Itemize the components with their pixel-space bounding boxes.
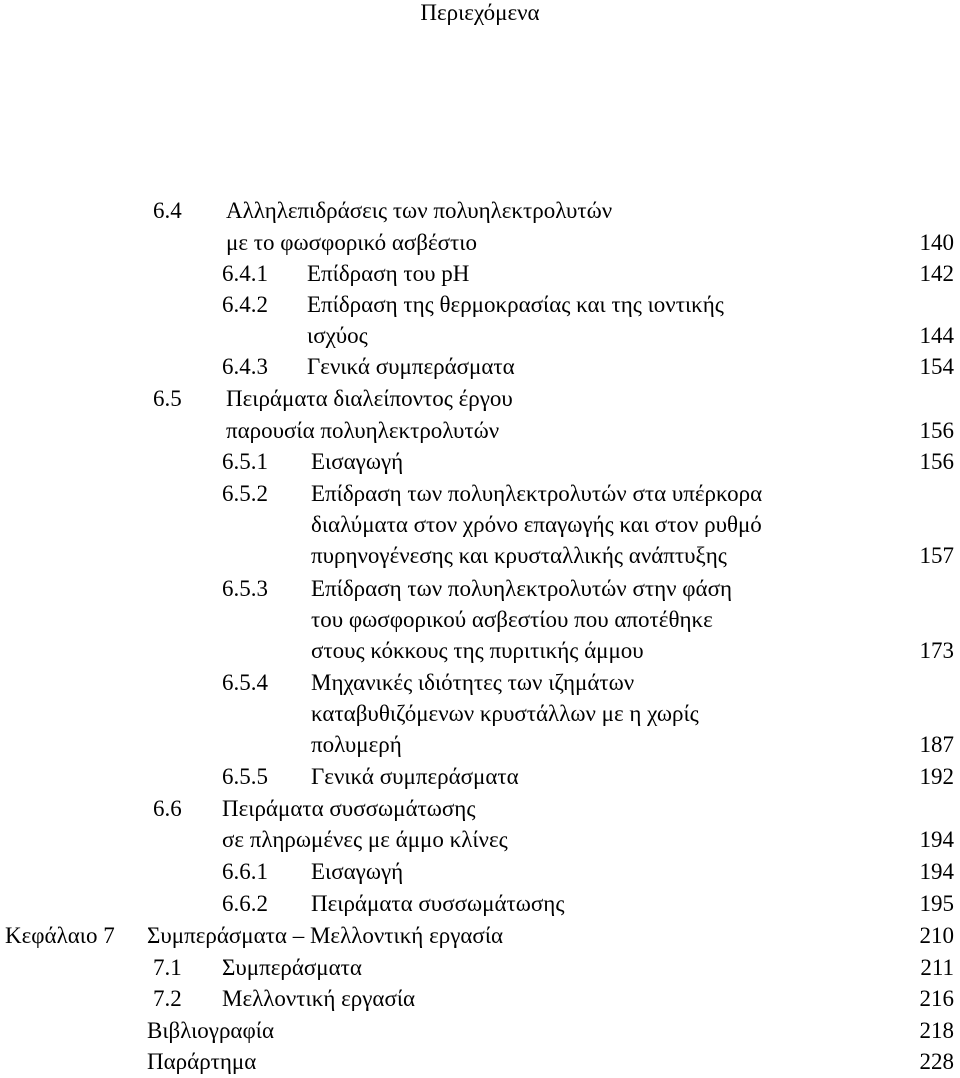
entry-number: 6.4 — [153, 198, 182, 223]
entry-title-line-1: Επίδραση των πολυηλεκτρολυτών στην φάση — [311, 576, 733, 601]
entry-title: Επίδραση του pH — [307, 261, 470, 286]
entry-page: 218 — [919, 1018, 954, 1043]
page-title: Περιεχόμενα — [420, 0, 540, 25]
entry-number: 6.6.2 — [222, 891, 268, 916]
entry-title-line-1: Αλληλεπιδράσεις των πολυηλεκτρολυτών — [226, 198, 613, 223]
entry-page: 194 — [919, 859, 954, 884]
entry-title-line-2: καταβυθιζόμενων κρυστάλλων με η χωρίς — [311, 701, 699, 726]
entry-title-line-1: Επίδραση της θερμοκρασίας και της ιοντικής — [307, 292, 724, 317]
entry-title: Μελλοντική εργασία — [222, 986, 416, 1011]
entry-title: Εισαγωγή — [311, 859, 404, 884]
entry-number: 6.4.2 — [222, 292, 268, 317]
entry-title-line-2: ισχύος — [307, 323, 368, 348]
entry-number: 6.5 — [153, 386, 182, 411]
entry-number: 6.6 — [153, 796, 182, 821]
entry-title: Γενικά συμπεράσματα — [307, 354, 515, 379]
entry-page: 173 — [919, 638, 954, 663]
entry-page: 156 — [919, 449, 954, 474]
entry-number: 6.5.5 — [222, 764, 268, 789]
entry-title: Παράρτημα — [147, 1049, 257, 1074]
entry-page: 228 — [919, 1049, 954, 1074]
entry-page: 140 — [919, 230, 954, 255]
entry-title-line-1: Επίδραση των πολυηλεκτρολυτών στα υπέρκορα — [311, 481, 763, 506]
entry-number: 6.5.4 — [222, 670, 268, 695]
entry-page: 210 — [919, 923, 954, 948]
entry-page: 157 — [919, 543, 954, 568]
entry-page: 154 — [919, 354, 954, 379]
entry-title-line-3: πολυμερή — [311, 732, 402, 757]
entry-title-line-1: Πειράματα διαλείποντος έργου — [226, 386, 513, 411]
entry-title: Βιβλιογραφία — [147, 1018, 274, 1043]
entry-title-line-2: διαλύματα στον χρόνο επαγωγής και στον ρυθμό — [311, 512, 762, 537]
entry-page: 144 — [919, 323, 954, 348]
entry-number: 6.5.2 — [222, 481, 268, 506]
entry-title: Πειράματα συσσωμάτωσης — [311, 891, 565, 916]
entry-page: 156 — [919, 418, 954, 443]
entry-title: Εισαγωγή — [311, 449, 404, 474]
entry-number: 6.5.3 — [222, 576, 268, 601]
entry-title-line-2: παρουσία πολυηλεκτρολυτών — [226, 418, 500, 443]
entry-page: 192 — [919, 764, 954, 789]
entry-title-line-3: στους κόκκους της πυριτικής άμμου — [311, 638, 644, 663]
entry-title-line-2: με το φωσφορικό ασβέστιο — [226, 230, 477, 255]
entry-page: 211 — [920, 955, 954, 980]
entry-title: Γενικά συμπεράσματα — [311, 764, 519, 789]
entry-number: 7.1 — [153, 955, 182, 980]
entry-number: 6.4.3 — [222, 354, 268, 379]
entry-title-line-1: Μηχανικές ιδιότητες των ιζημάτων — [311, 670, 635, 695]
entry-page: 195 — [919, 891, 954, 916]
entry-title-line-3: πυρηνογένεσης και κρυσταλλικής ανάπτυξης — [311, 543, 727, 568]
entry-number: 7.2 — [153, 986, 182, 1011]
chapter-title: Συμπεράσματα – Μελλοντική εργασία — [147, 923, 504, 948]
entry-number: 6.4.1 — [222, 261, 268, 286]
entry-page: 142 — [919, 261, 954, 286]
entry-title-line-2: σε πληρωμένες με άμμο κλίνες — [222, 827, 508, 852]
chapter-label: Κεφάλαιο 7 — [5, 923, 115, 948]
entry-number: 6.6.1 — [222, 859, 268, 884]
entry-page: 216 — [919, 986, 954, 1011]
entry-title-line-2: του φωσφορικού ασβεστίου που αποτέθηκε — [311, 607, 713, 632]
entry-page: 187 — [919, 732, 954, 757]
entry-number: 6.5.1 — [222, 449, 268, 474]
entry-title: Συμπεράσματα — [222, 955, 362, 980]
entry-title-line-1: Πειράματα συσσωμάτωσης — [222, 796, 476, 821]
entry-page: 194 — [919, 827, 954, 852]
